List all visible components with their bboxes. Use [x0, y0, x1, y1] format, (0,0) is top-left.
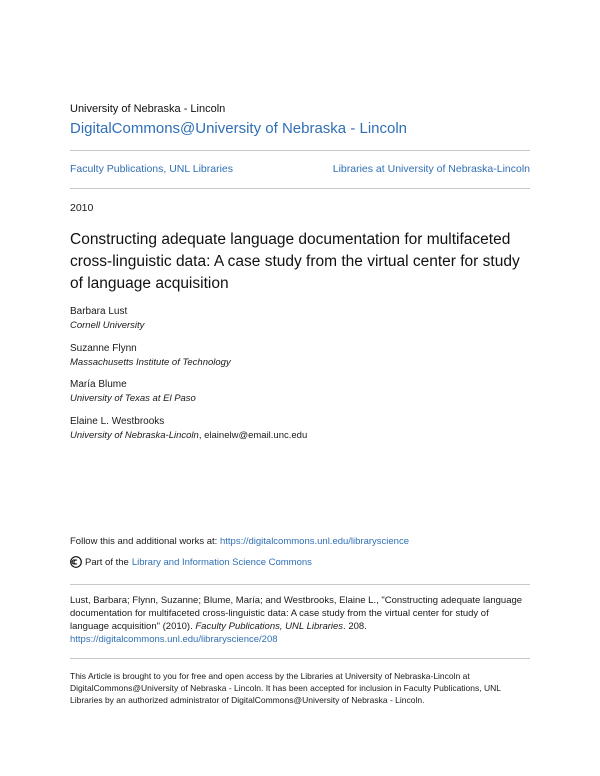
- collection-link-libraries[interactable]: Libraries at University of Nebraska-Lincoln: [332, 163, 530, 175]
- commons-link[interactable]: Library and Information Science Commons: [131, 556, 312, 568]
- author-email[interactable]: , elainelw@email.unc.edu: [198, 430, 308, 441]
- author-name: Barbara Lust: [70, 306, 128, 317]
- part-of-prefix: Part of the: [85, 556, 129, 568]
- citation-journal: Faculty Publications, UNL Libraries: [195, 621, 344, 632]
- divider-top: [70, 150, 530, 151]
- follow-url-link[interactable]: https://digitalcommons.unl.edu/libraryscience: [219, 536, 410, 547]
- repository-link[interactable]: DigitalCommons@University of Nebraska - Lincoln: [70, 120, 408, 137]
- author-affiliation: University of Nebraska-Lincoln: [70, 430, 199, 441]
- follow-line: [70, 536, 409, 547]
- author-affiliation: University of Texas at El Paso: [70, 393, 196, 404]
- access-notice: This Article is brought to you for free and open access by the Libraries at University of Nebraska-Lincoln at DigitalCommons@University of Nebraska - Lincoln. It has been accepted for inclusion in Faculty Publications, UNL Libraries by an authorized administrator of DigitalCommons@University of Nebraska - Lincoln.: [70, 671, 501, 705]
- citation-text: Lust, Barbara; Flynn, Suzanne; Blume, María; and Westbrooks, Elaine L., "Constructing adequate language documentation for multifaceted cross-linguistic data: A case study from the virtual center for study of language acquisition" (2010).: [70, 595, 523, 632]
- author-affiliation-with-email: [70, 430, 307, 441]
- publication-year: 2010: [70, 202, 94, 214]
- author-name: Elaine L. Westbrooks: [70, 416, 165, 427]
- author-name: María Blume: [70, 379, 127, 390]
- collection-link-faculty-publications[interactable]: Faculty Publications, UNL Libraries: [70, 163, 234, 175]
- citation-block: [70, 594, 530, 646]
- citation-suffix: . 208.: [343, 621, 367, 632]
- author-name: Suzanne Flynn: [70, 343, 137, 354]
- university-name: University of Nebraska - Lincoln: [70, 103, 226, 115]
- follow-text: Follow this and additional works at:: [70, 536, 220, 547]
- divider-citation: [70, 584, 530, 585]
- article-title: Constructing adequate language documentation for multifaceted cross-linguistic data: A case study from the virtual center for study of language acquisition: [70, 231, 520, 292]
- author-affiliation: Massachusetts Institute of Technology: [70, 357, 231, 368]
- creative-commons-icon: [70, 556, 82, 568]
- divider-collections: [70, 188, 530, 189]
- author-affiliation: Cornell University: [70, 320, 145, 331]
- part-of-line: [70, 556, 312, 568]
- citation-url-link[interactable]: https://digitalcommons.unl.edu/libraryscience/208: [70, 634, 278, 645]
- divider-notice: [70, 658, 530, 659]
